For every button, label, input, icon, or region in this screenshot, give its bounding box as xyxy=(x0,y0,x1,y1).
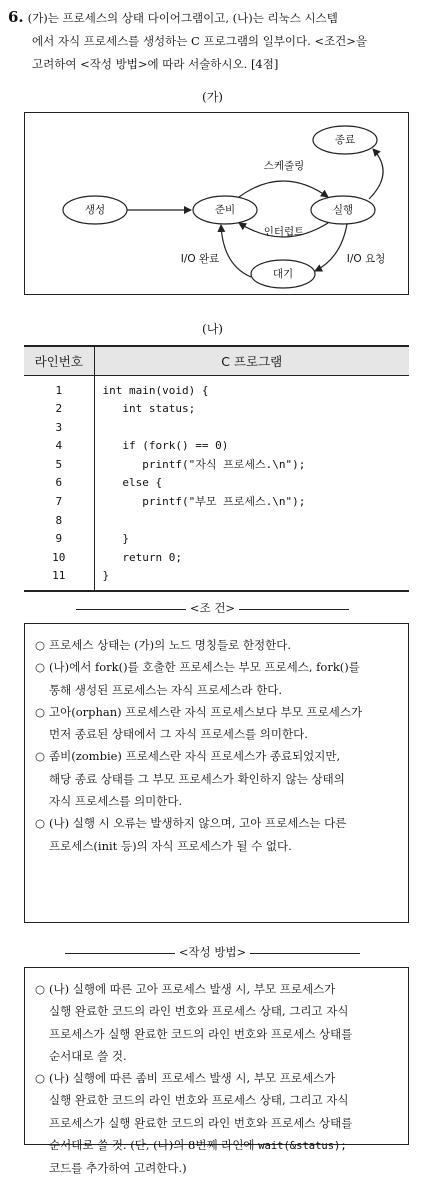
title-rule-right xyxy=(250,953,360,954)
list-item: ○ 좀비(zombie) 프로세스란 자식 프로세스가 종료되었지만, 해당 종료 상태를 그 부모 프로세스가 확인하지 않는 상태의 자식 프로세스를 의미한다. xyxy=(35,745,400,812)
list-item: ○ (나) 실행에 따른 좀비 프로세스 발생 시, 부모 프로세스가 실행 완료한 코드의 라인 번호와 프로세스 상태, 그리고 자식 프로세스가 실행 완료한 코드의 라인 번호와 프로세스 상태를 순서대로 쓸 것. (단, (나)의 8번째 라인에 wait(&status); 코드를 추가하여 고려한다.) xyxy=(35,1067,400,1179)
question-line-3: 고려하여 <작성 방법>에 따라 서술하시오. [4점] xyxy=(32,57,279,71)
node-label-create: 생성 xyxy=(84,204,106,216)
code-line: int status; xyxy=(102,402,196,416)
edge-dispatch xyxy=(239,181,328,197)
edge-label-interrupt: 인터럽트 xyxy=(263,226,305,238)
process-state-diagram xyxy=(24,112,409,295)
conditions-title xyxy=(0,600,425,616)
table-row xyxy=(24,456,409,475)
bullet: ○ xyxy=(35,704,46,719)
list-item: ○ 고아(orphan) 프로세스란 자식 프로세스보다 부모 프로세스가 먼저 종료된 상태에서 그 자식 프로세스를 의미한다. xyxy=(35,701,400,746)
code-line: if (fork() == 0) xyxy=(102,439,229,453)
title-rule-right xyxy=(239,609,349,610)
edge-label-io-done: I/O 완료 xyxy=(180,253,220,265)
table-row xyxy=(24,493,409,512)
line-number: 3 xyxy=(24,419,94,438)
line-number: 11 xyxy=(24,567,94,591)
header-line-number: 라인번호 xyxy=(24,346,94,375)
line-number: 2 xyxy=(24,400,94,419)
table-row xyxy=(24,419,409,438)
line-number: 6 xyxy=(24,474,94,493)
bullet: ○ xyxy=(35,638,46,652)
program-table xyxy=(24,345,409,592)
question-line-2: 에서 자식 프로세스를 생성하는 C 프로그램의 일부이다. <조건>을 xyxy=(32,34,368,48)
node-label-ready: 준비 xyxy=(214,204,236,216)
program-table-header xyxy=(24,346,409,375)
table-row xyxy=(24,567,409,591)
edge-label-dispatch: 스케줄링 xyxy=(263,160,305,172)
line-number: 10 xyxy=(24,549,94,568)
line-number: 7 xyxy=(24,493,94,512)
table-row xyxy=(24,437,409,456)
line-number: 1 xyxy=(24,375,94,400)
question-line-1: 6. (가)는 프로세스의 상태 다이어그램이고, (나)는 리눅스 시스템 xyxy=(8,8,338,26)
code-line xyxy=(94,419,409,438)
bullet: ○ xyxy=(35,749,46,764)
bullet: ○ xyxy=(35,816,46,831)
list-item: ○ (나) 실행에 따른 고아 프로세스 발생 시, 부모 프로세스가 실행 완료한 코드의 라인 번호와 프로세스 상태, 그리고 자식 프로세스가 실행 완료한 코드의 라인 번호와 프로세스 상태를 순서대로 쓸 것. xyxy=(35,978,400,1067)
bullet: ○ xyxy=(35,1071,46,1086)
code-line: } xyxy=(102,532,129,546)
line-number: 8 xyxy=(24,512,94,531)
line-number: 4 xyxy=(24,437,94,456)
method-box xyxy=(24,967,409,1176)
title-rule-left xyxy=(76,609,186,610)
node-label-wait: 대기 xyxy=(272,268,294,280)
code-line: printf("자식 프로세스.\n"); xyxy=(102,457,306,471)
code-line: else { xyxy=(102,476,163,490)
table-row xyxy=(24,474,409,493)
conditions-box xyxy=(24,623,409,923)
edge-exit xyxy=(369,149,383,199)
line-number: 5 xyxy=(24,456,94,475)
method-title xyxy=(0,944,425,960)
method-title-text: <작성 방법> xyxy=(178,945,247,959)
question-text xyxy=(8,6,418,76)
bullet: ○ xyxy=(35,982,46,996)
title-rule-left xyxy=(65,953,175,954)
header-code: C 프로그램 xyxy=(94,346,409,375)
question-number: 6. xyxy=(8,8,24,26)
bullet: ○ xyxy=(35,660,46,675)
code-line: } xyxy=(94,567,409,591)
diagram-label: (가) xyxy=(202,90,223,104)
node-label-exit: 종료 xyxy=(334,134,356,146)
code-line: int main(void) { xyxy=(102,383,209,397)
table-row xyxy=(24,512,409,531)
list-item: ○ (나) 실행 시 오류는 발생하지 않으며, 고아 프로세스는 다른 프로세스(init 등)의 자식 프로세스가 될 수 없다. xyxy=(35,812,400,857)
list-item: ○ 프로세스 상태는 (가)의 노드 명칭들로 한정한다. xyxy=(35,634,400,656)
program-label: (나) xyxy=(202,322,223,336)
code-line xyxy=(94,512,409,531)
code-line: return 0; xyxy=(102,550,182,564)
line-number: 9 xyxy=(24,530,94,549)
table-row xyxy=(24,549,409,568)
node-label-run: 실행 xyxy=(332,204,354,216)
inline-code: wait(&status); xyxy=(258,1140,347,1153)
list-item: ○ (나)에서 fork()를 호출한 프로세스는 부모 프로세스, fork()를 통해 생성된 프로세스는 자식 프로세스라 한다. xyxy=(35,656,400,701)
conditions-title-text: <조 건> xyxy=(189,601,236,615)
table-row xyxy=(24,400,409,419)
code-line: printf("부모 프로세스.\n"); xyxy=(102,495,306,509)
table-row xyxy=(24,375,409,400)
table-row xyxy=(24,530,409,549)
edge-label-io-request: I/O 요청 xyxy=(346,253,386,265)
